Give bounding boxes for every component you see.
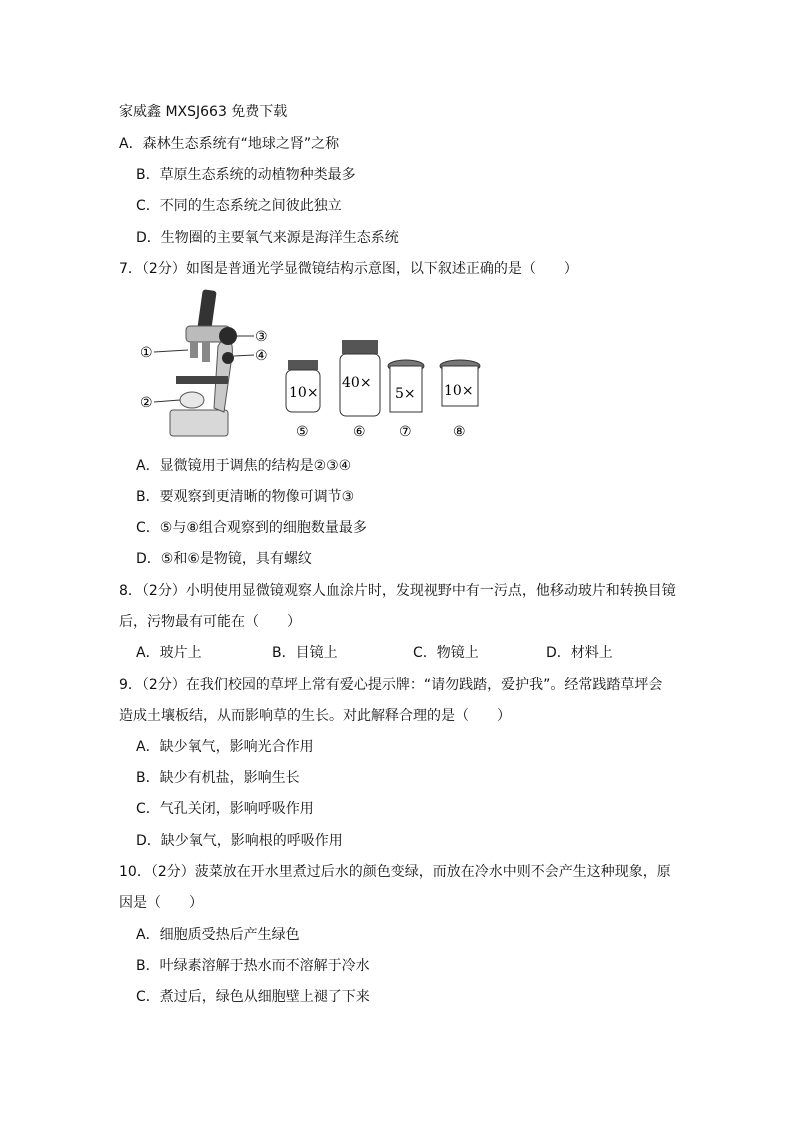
q8-stem-line1: 8．（2分）小明使用显微镜观察人血涂片时，发现视野中有一污点，他移动玻片和转换目镜	[119, 583, 676, 599]
q9-stem-line2: 造成土壤板结，从而影响草的生长。对此解释合理的是（ ）	[119, 708, 511, 724]
q8-option-c: C．物镜上	[413, 645, 479, 661]
q7-stem: 7．（2分）如图是普通光学显微镜结构示意图，以下叙述正确的是（ ）	[119, 261, 578, 277]
q7-option-a: A．显微镜用于调焦的结构是②③④	[136, 458, 352, 474]
q9-option-d: D．缺少氧气，影响根的呼吸作用	[136, 833, 343, 849]
q7-option-b: B．要观察到更清晰的物像可调节③	[136, 489, 355, 505]
q7-option-c: C．⑤与⑧组合观察到的细胞数量最多	[136, 520, 367, 536]
lens-6-mag: 40×	[342, 375, 372, 391]
q6-option-c: C．不同的生态系统之间彼此独立	[136, 198, 342, 214]
q10-stem-line1: 10．（2分）菠菜放在开水里煮过后水的颜色变绿，而放在冷水中则不会产生这种现象，原	[119, 864, 671, 880]
q9-option-a: A．缺少氧气，影响光合作用	[136, 739, 314, 755]
q8-option-b: B．目镜上	[272, 645, 338, 661]
q6-option-b: B．草原生态系统的动植物种类最多	[136, 167, 356, 183]
lens-7-num: ⑦	[399, 424, 412, 440]
label-3: ③	[255, 329, 268, 345]
q7-option-d: D．⑤和⑥是物镜，具有螺纹	[136, 551, 312, 567]
q10-option-b: B．叶绿素溶解于热水而不溶解于冷水	[136, 958, 370, 974]
label-1: ①	[140, 345, 153, 361]
q10-option-c: C．煮过后，绿色从细胞壁上褪了下来	[136, 989, 370, 1005]
page-header: 家威鑫 MXSJ663 免费下载	[119, 104, 288, 120]
q9-option-c: C．气孔关闭，影响呼吸作用	[136, 801, 314, 817]
lens-5-num: ⑤	[296, 424, 309, 440]
lens-6-num: ⑥	[353, 424, 366, 440]
microscope-figure	[140, 286, 500, 446]
q6-option-a: A．森林生态系统有“地球之肾”之称	[119, 136, 340, 152]
q8-option-a: A．玻片上	[136, 645, 202, 661]
lens-8-mag: 10×	[444, 383, 474, 399]
label-2: ②	[140, 395, 153, 411]
q8-option-d: D．材料上	[546, 645, 613, 661]
lens-5-mag: 10×	[289, 385, 319, 401]
q8-stem-line2: 后，污物最有可能在（ ）	[119, 614, 301, 630]
q10-stem-line2: 因是（ ）	[119, 895, 203, 911]
label-4: ④	[255, 348, 268, 364]
microscope-illustration	[154, 289, 254, 436]
q9-option-b: B．缺少有机盐，影响生长	[136, 770, 300, 786]
q9-stem-line1: 9．（2分）在我们校园的草坪上常有爱心提示牌：“请勿践踏，爱护我”。经常践踏草坪会	[119, 677, 663, 693]
lens-8-num: ⑧	[453, 424, 466, 440]
lens-7-mag: 5×	[395, 386, 416, 402]
q10-option-a: A．细胞质受热后产生绿色	[136, 927, 300, 943]
q6-option-d: D．生物圈的主要氧气来源是海洋生态系统	[136, 230, 399, 246]
